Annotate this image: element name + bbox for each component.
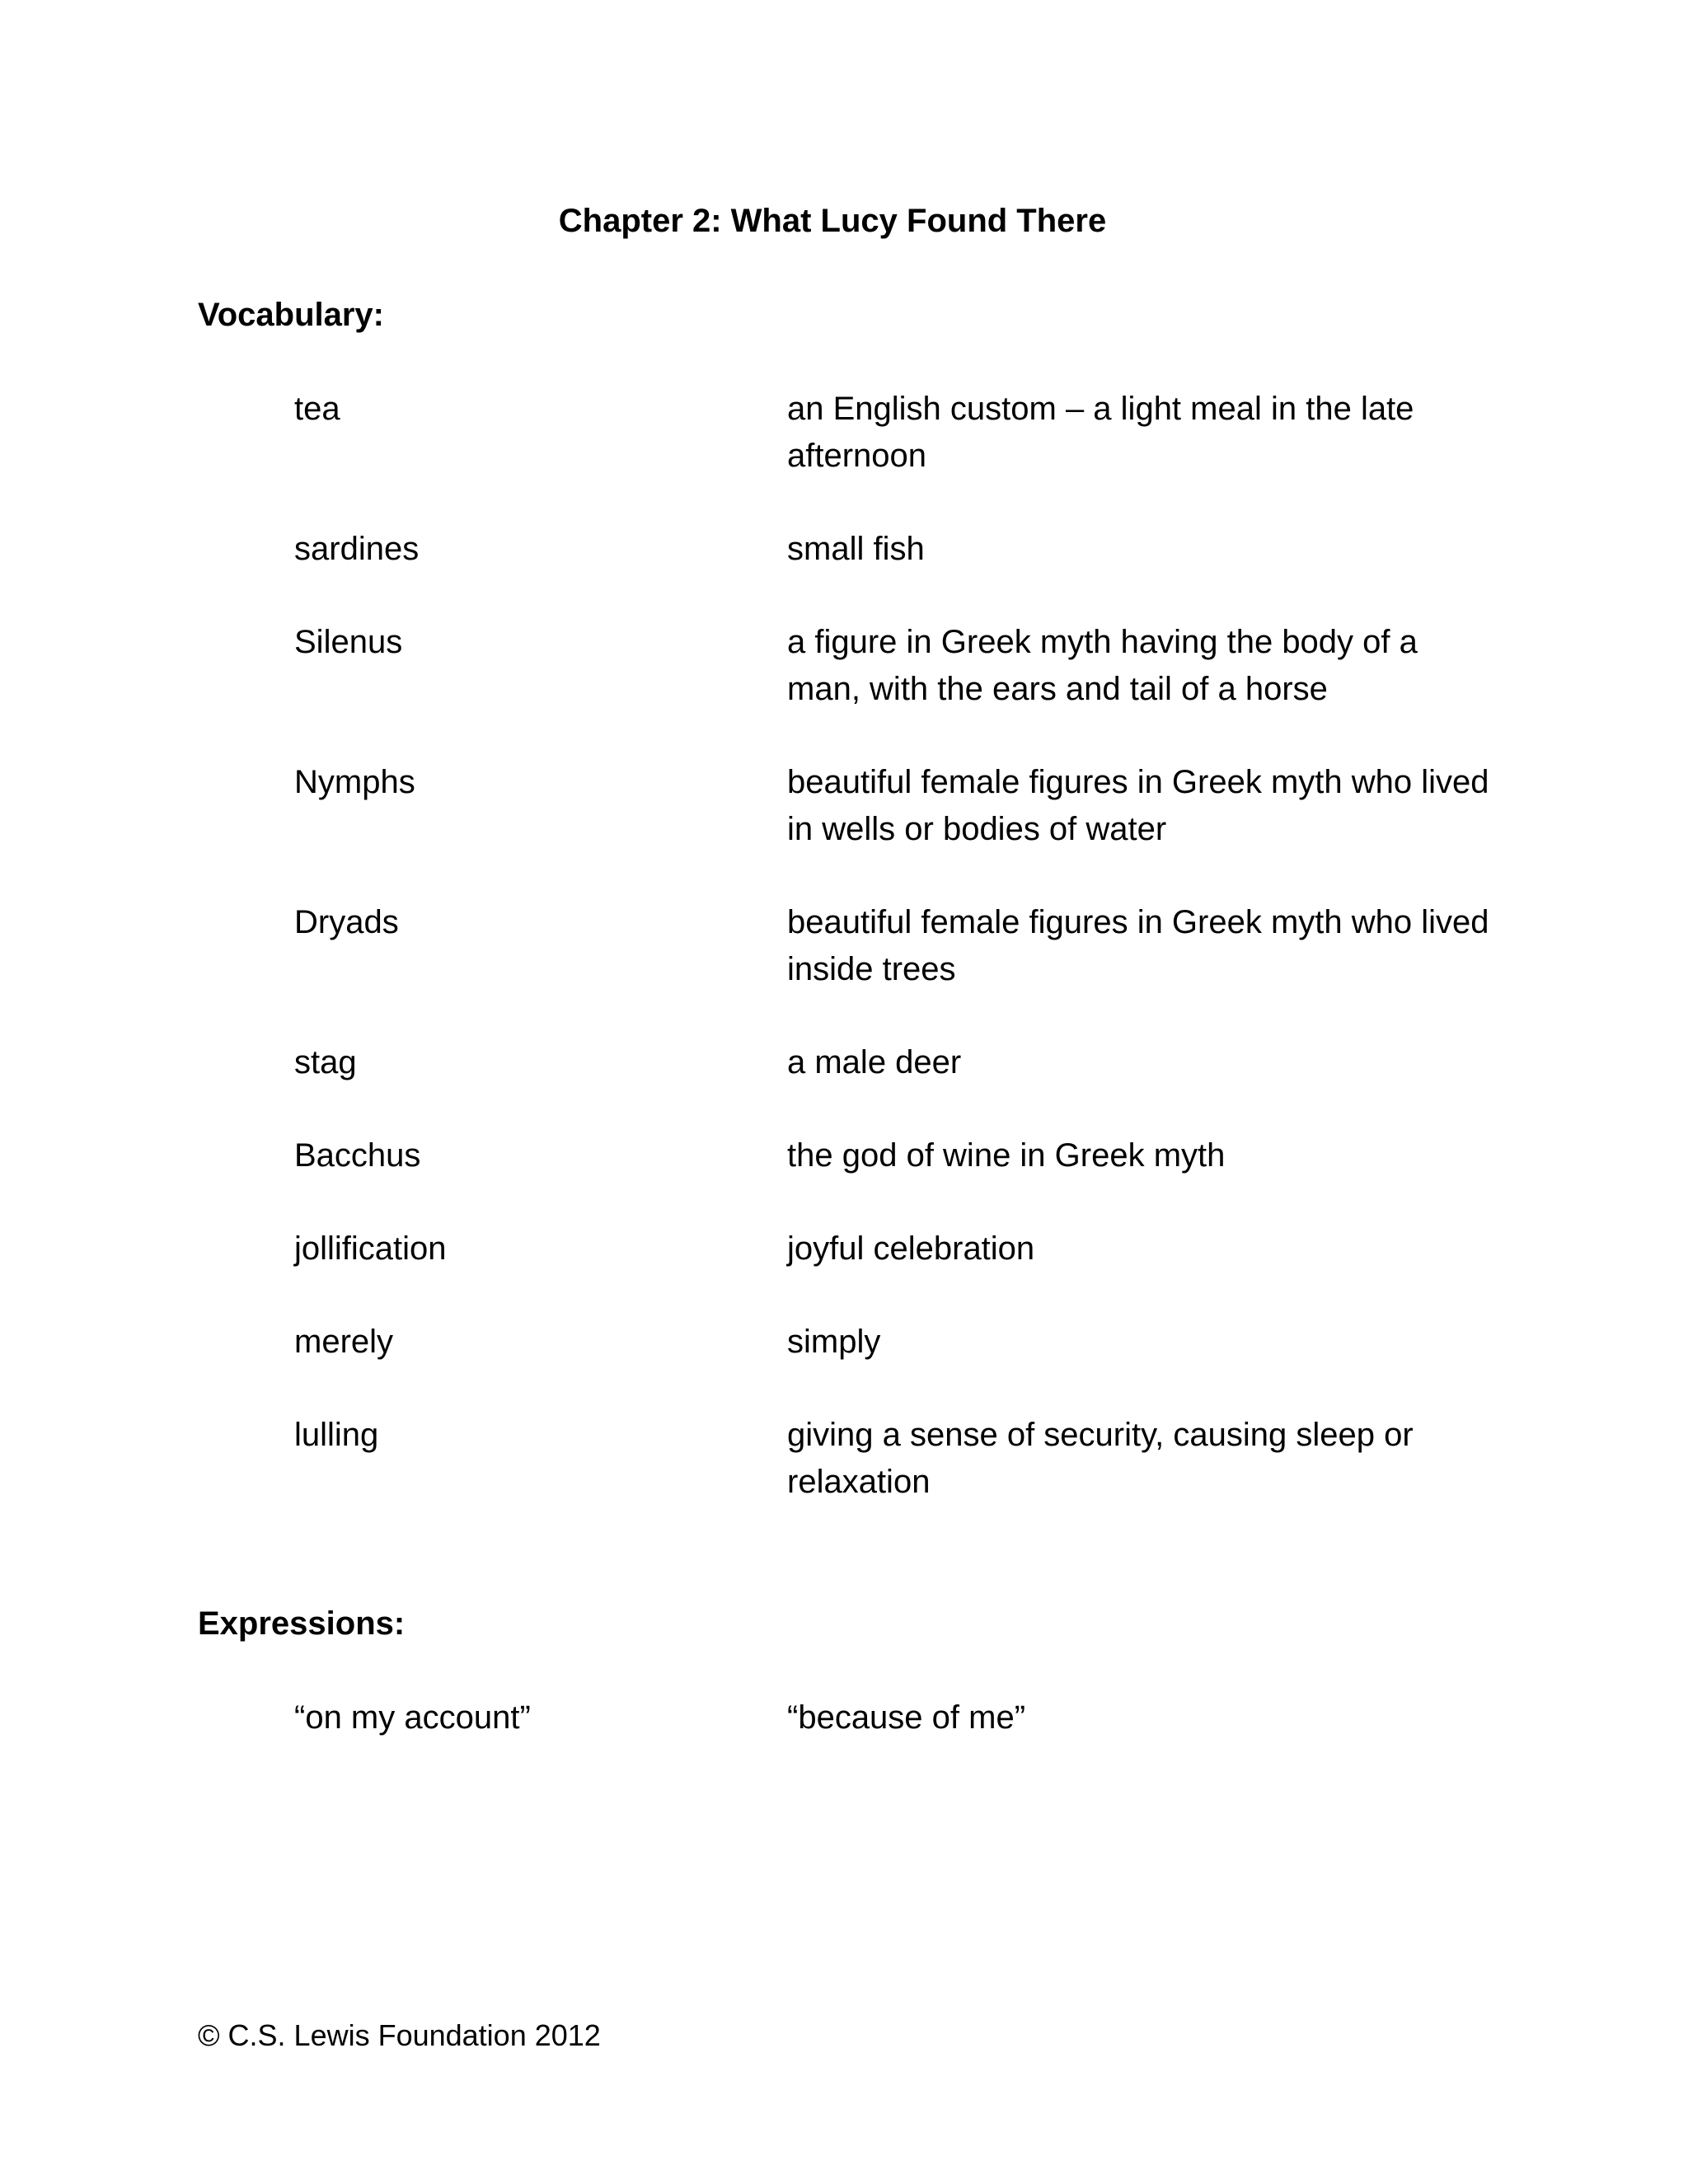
vocabulary-definition: an English custom – a light meal in the late afternoon (787, 391, 1414, 474)
vocabulary-entry (0, 386, 1688, 480)
vocabulary-term: merely (294, 1324, 394, 1360)
expression-definition: “because of me” (787, 1699, 1026, 1736)
copyright-footer: © C.S. Lewis Foundation 2012 (198, 2018, 601, 2052)
vocabulary-term: tea (294, 391, 340, 427)
expression-term: “on my account” (294, 1699, 531, 1736)
vocabulary-entry (0, 899, 1688, 993)
vocabulary-term: jollification (294, 1230, 447, 1267)
vocabulary-term: sardines (294, 531, 420, 567)
expression-entry (0, 1694, 1688, 1741)
page-title: Chapter 2: What Lucy Found There (558, 203, 1107, 239)
vocabulary-definition: joyful celebration (787, 1230, 1035, 1267)
vocabulary-term: Bacchus (294, 1137, 421, 1174)
vocabulary-term: Silenus (294, 624, 403, 660)
expressions-heading: Expressions: (198, 1605, 406, 1642)
vocabulary-definition: a male deer (787, 1044, 962, 1080)
vocabulary-entry (0, 1319, 1688, 1366)
vocabulary-definition: small fish (787, 531, 925, 567)
expressions-list (0, 1694, 1688, 1788)
vocabulary-definition: beautiful female figures in Greek myth who lived inside trees (787, 904, 1489, 987)
vocabulary-definition: simply (787, 1324, 881, 1360)
vocabulary-entry (0, 619, 1688, 713)
vocabulary-entry (0, 759, 1688, 853)
vocabulary-definition: the god of wine in Greek myth (787, 1137, 1226, 1174)
vocabulary-term: Dryads (294, 904, 399, 940)
vocabulary-term: lulling (294, 1417, 379, 1453)
vocabulary-entry (0, 1412, 1688, 1506)
vocabulary-entry (0, 526, 1688, 573)
vocabulary-heading: Vocabulary: (198, 297, 384, 333)
vocabulary-entry (0, 1039, 1688, 1086)
vocabulary-definition: giving a sense of security, causing sleep or relaxation (787, 1417, 1414, 1500)
vocabulary-list (0, 386, 1688, 1552)
vocabulary-definition: beautiful female figures in Greek myth who lived in wells or bodies of water (787, 764, 1489, 847)
vocabulary-definition: a figure in Greek myth having the body of a man, with the ears and tail of a horse (787, 624, 1418, 707)
vocabulary-term: Nymphs (294, 764, 415, 800)
vocabulary-entry (0, 1226, 1688, 1272)
vocabulary-term: stag (294, 1044, 357, 1080)
vocabulary-entry (0, 1132, 1688, 1179)
